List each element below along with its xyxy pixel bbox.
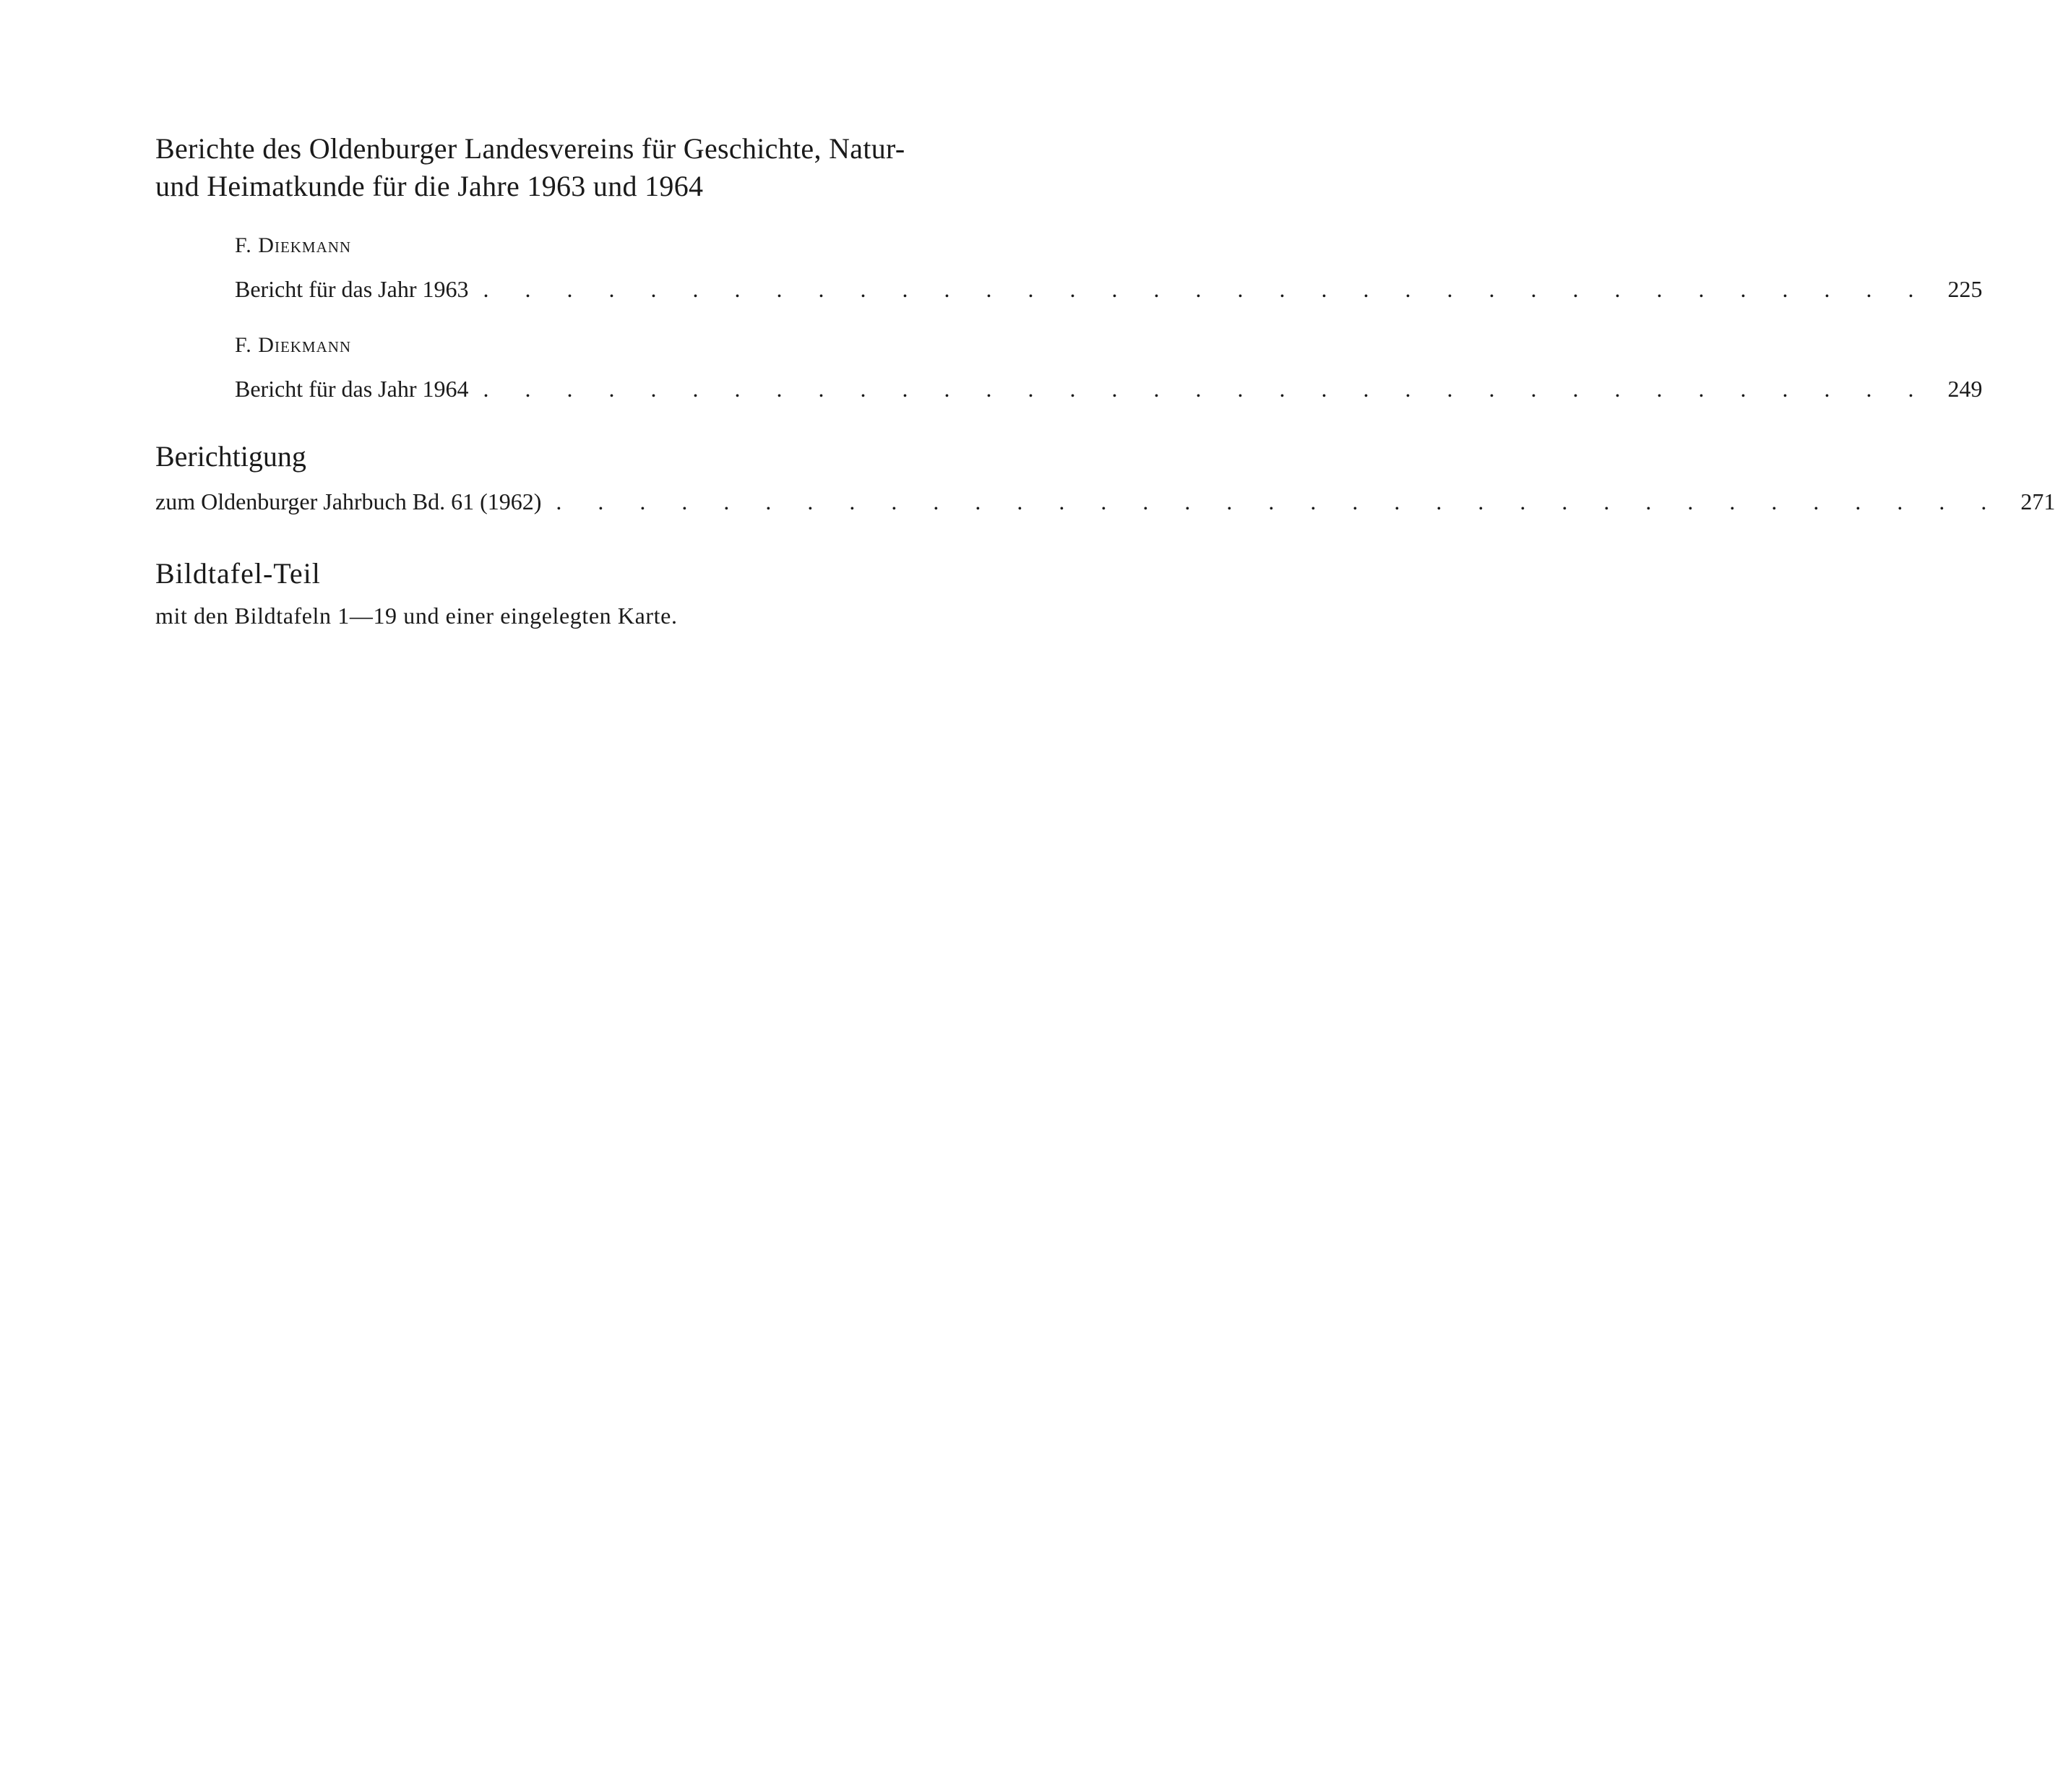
section-heading-berichte <box>155 130 1087 205</box>
entry-author: F. Diekmann <box>235 333 352 357</box>
entry-title: Bericht für das Jahr 1964 <box>235 376 469 402</box>
section-berichte <box>155 130 1087 205</box>
toc-entry-1964 <box>235 332 1983 403</box>
entry-title: Bericht für das Jahr 1963 <box>235 276 469 302</box>
dot-leader: . . . . . . . . . . . . . . . . . . . . . . . . . . . . . . . . . . . <box>556 488 2002 514</box>
toc-row-1964[interactable] <box>235 374 1983 403</box>
section-heading-berichtigung: Berichtigung <box>155 440 306 473</box>
entry-author: F. Diekmann <box>235 233 352 257</box>
entry-page-number: 271 <box>2020 488 2055 514</box>
entry-page-number: 249 <box>1947 376 1983 402</box>
heading-line-1: Berichte des Oldenburger Landesvereins für Geschichte, Natur- <box>155 132 905 165</box>
bildtafel-description: mit den Bildtafeln 1—19 und einer eingelegten Karte. <box>155 603 678 629</box>
toc-row-1963[interactable] <box>235 275 1983 303</box>
dot-leader: . . . . . . . . . . . . . . . . . . . . . . . . . . . . . . . . . . . <box>483 376 1929 402</box>
heading-line-2: und Heimatkunde für die Jahre 1963 und 1964 <box>155 170 704 202</box>
entry-page-number: 225 <box>1947 276 1983 302</box>
toc-row-berichtigung[interactable] <box>155 487 2055 516</box>
dot-leader: . . . . . . . . . . . . . . . . . . . . . . . . . . . . . . . . . . . <box>483 276 1929 302</box>
section-heading-bildtafel: Bildtafel-Teil <box>155 557 321 590</box>
toc-entry-1963 <box>235 233 1983 303</box>
section-bildtafel <box>155 556 1087 630</box>
section-berichtigung <box>155 439 2055 516</box>
entry-title: zum Oldenburger Jahrbuch Bd. 61 (1962) <box>155 488 542 514</box>
